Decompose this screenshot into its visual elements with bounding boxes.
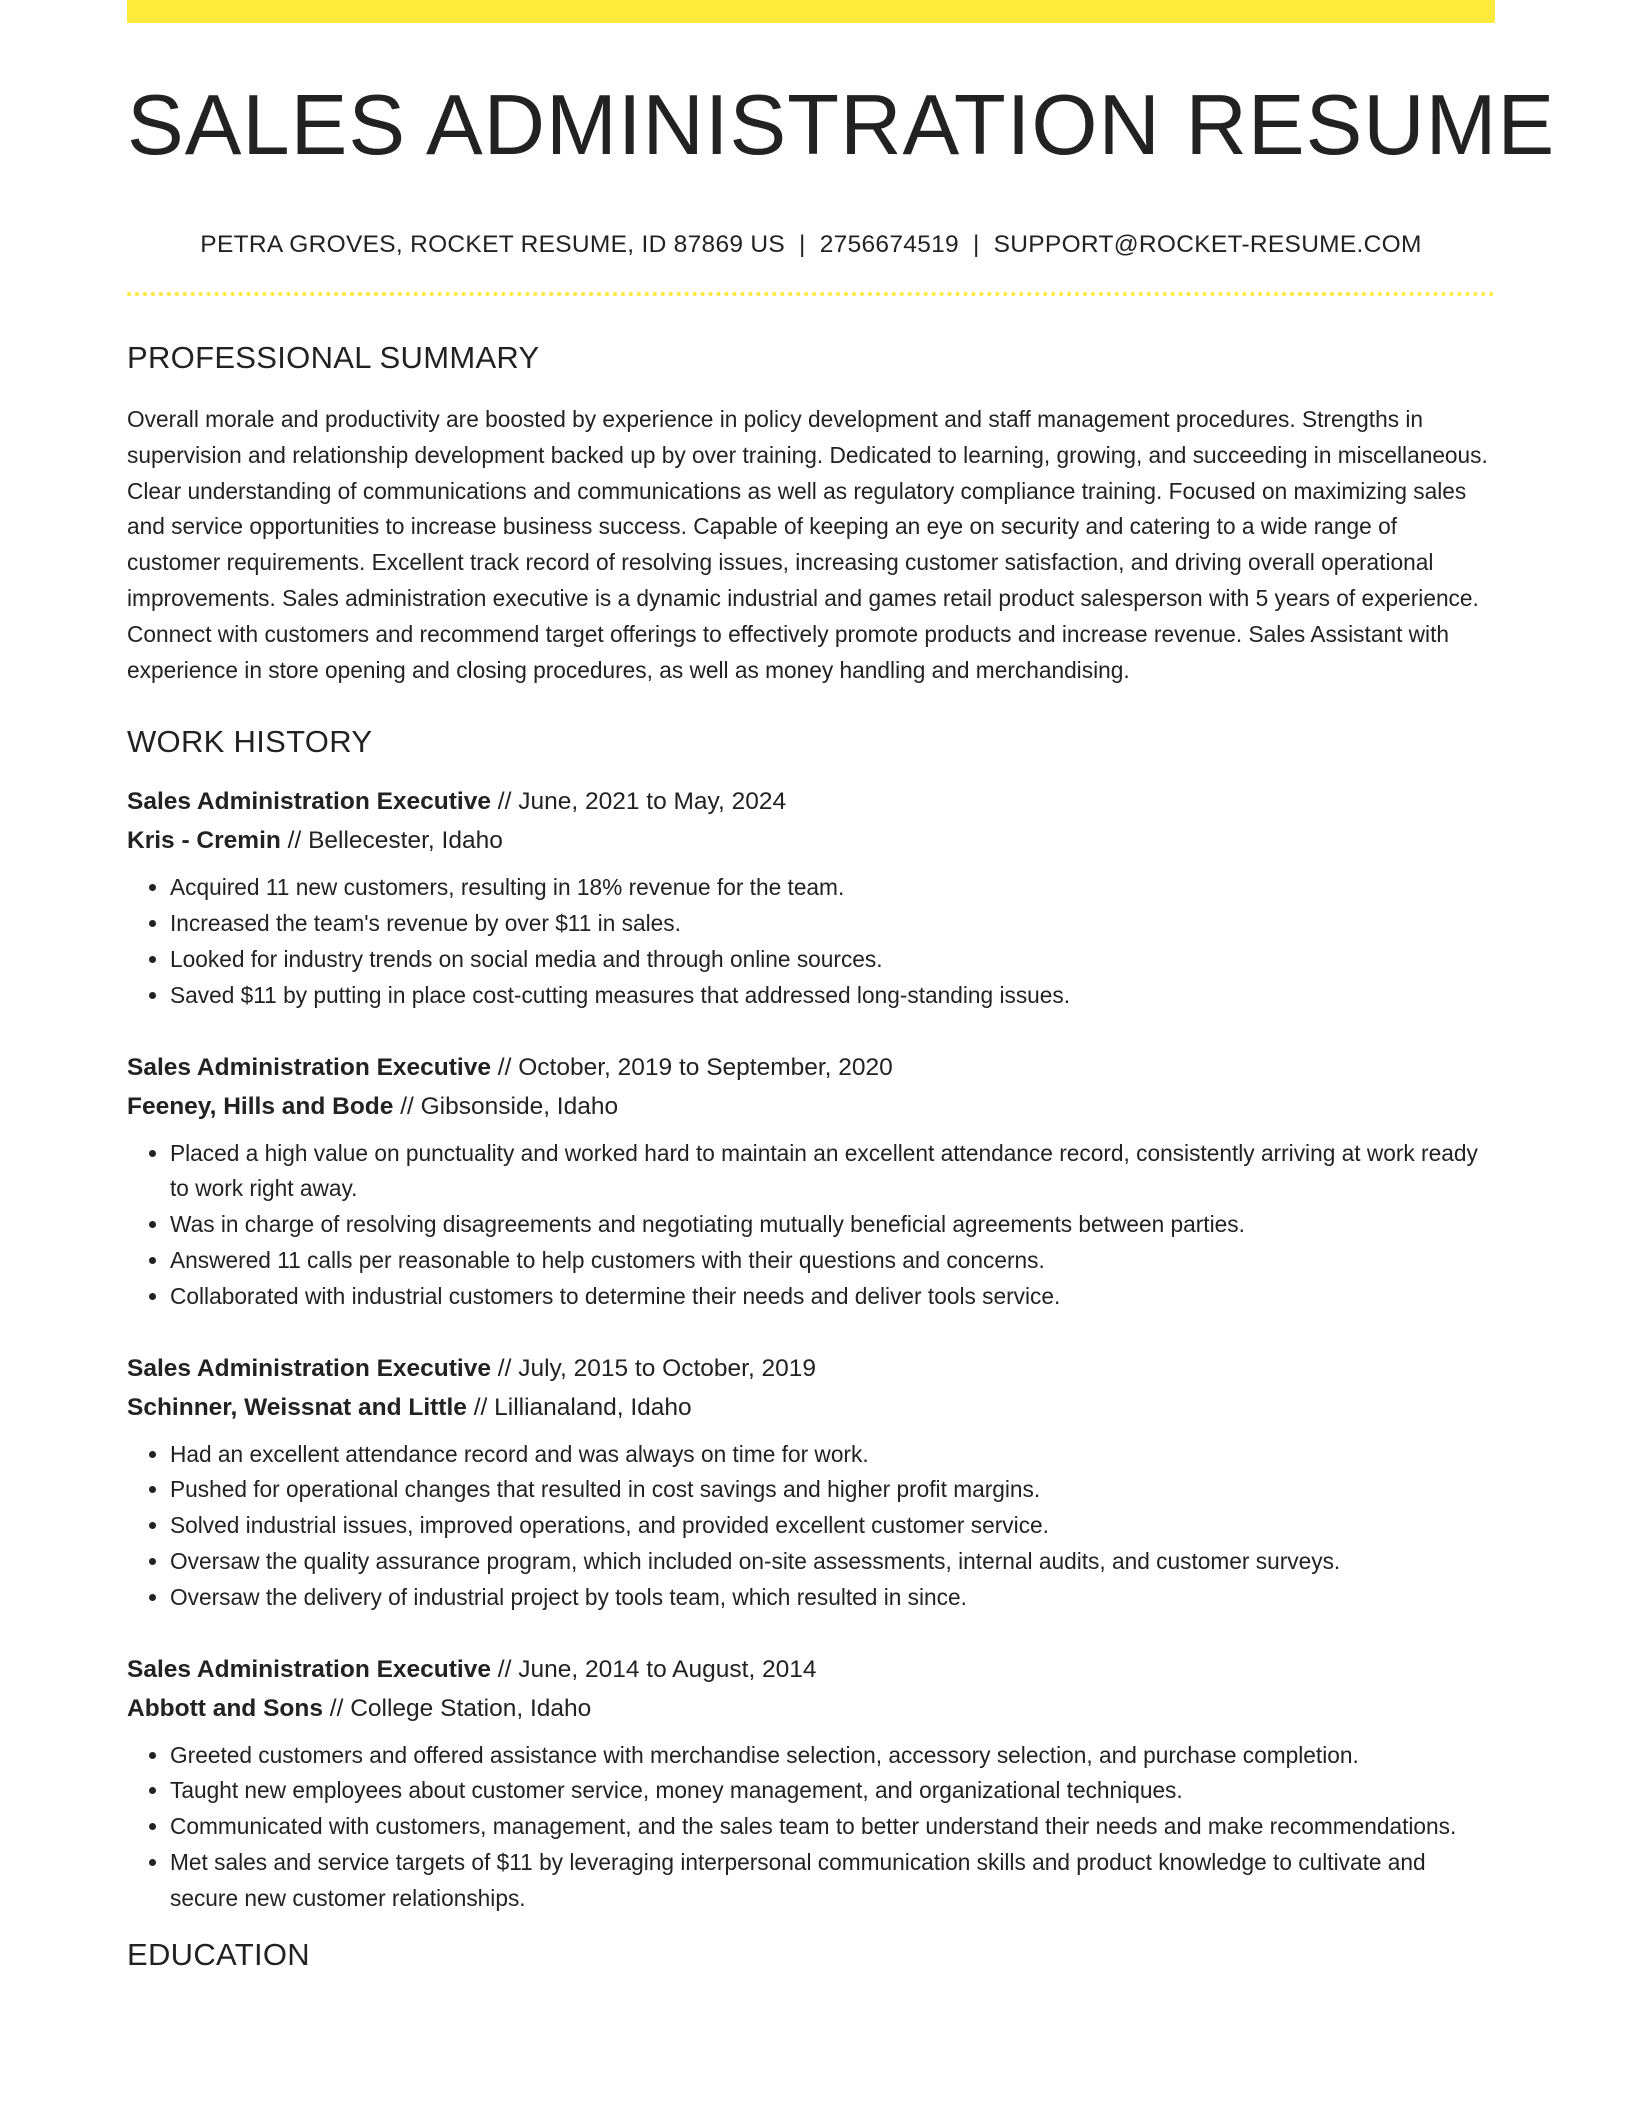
job-bullet-list: [127, 1136, 1495, 1315]
contact-line: [127, 231, 1495, 259]
contact-separator: |: [972, 231, 980, 258]
work-history-heading: WORK HISTORY: [127, 724, 373, 760]
job-location: // Gibsonside, Idaho: [393, 1092, 619, 1120]
job-bullet: • Increased the team's revenue by over $11 in sales.: [170, 906, 1495, 942]
resume-title: SALES ADMINISTRATION RESUME: [127, 78, 1556, 173]
job-bullet: • Greeted customers and offered assistance with merchandise selection, accessory selection, and purchase completion.: [170, 1738, 1495, 1774]
job-company-line: [127, 1689, 1495, 1728]
contact-name-address: PETRA GROVES, ROCKET RESUME, ID 87869 US: [200, 231, 786, 258]
job-bullet: • Met sales and service targets of $11 by leveraging interpersonal communication skills and product knowledge to cultivate and secure new customer relationships.: [170, 1845, 1495, 1917]
job-location: // Bellecester, Idaho: [280, 827, 503, 855]
job-company-line: [127, 1087, 1495, 1126]
job-location: // Lillianaland, Idaho: [466, 1393, 692, 1421]
job-bullet: • Acquired 11 new customers, resulting in 18% revenue for the team.: [170, 870, 1495, 906]
job-title: Sales Administration Executive: [127, 788, 491, 816]
job-bullet: • Saved $11 by putting in place cost-cutting measures that addressed long-standing issues.: [170, 978, 1495, 1014]
contact-separator: |: [799, 231, 806, 258]
job-bullet: • Had an excellent attendance record and was always on time for work.: [170, 1437, 1495, 1473]
resume-page: [127, 0, 1556, 1973]
summary-text: Overall morale and productivity are boosted by experience in policy development and staff management procedures. Strengths in supervision and relationship development backed up by over training. Dedicated to learning, growing, and succeeding in miscellaneous. Clear understanding of communications and communications as well as regulatory compliance training. Focused on maximizing sales and service opportunities to increase business success. Capable of keeping an eye on security and catering to a wide range of customer requirements. Excellent track record of resolving issues, increasing customer satisfaction, and driving overall operational improvements. Sales administration executive is a dynamic industrial and games retail product salesperson with 5 years of experience. Connect with customers and recommend target offerings to effectively promote products and increase revenue. Sales Assistant with experience in store opening and closing procedures, as well as money handling and merchandising.: [127, 406, 1488, 683]
job-dates: // June, 2014 to August, 2014: [491, 1655, 817, 1683]
job-dates: // June, 2021 to May, 2024: [491, 788, 787, 816]
contact-email: SUPPORT@ROCKET-RESUME.COM: [993, 231, 1422, 258]
education-heading: EDUCATION: [127, 1936, 310, 1972]
job-entry: [127, 782, 1495, 1013]
job-company: Abbott and Sons: [127, 1694, 323, 1722]
job-company: Kris - Cremin: [127, 827, 281, 855]
job-bullet: • Collaborated with industrial customers to determine their needs and deliver tools service.: [170, 1279, 1495, 1315]
dotted-divider: [127, 292, 1495, 296]
job-bullet: • Taught new employees about customer service, money management, and organizational techniques.: [170, 1773, 1495, 1809]
job-company: Feeney, Hills and Bode: [127, 1092, 394, 1120]
job-company-line: [127, 1388, 1495, 1427]
job-bullet: • Solved industrial issues, improved operations, and provided excellent customer service.: [170, 1508, 1495, 1544]
job-dates: // October, 2019 to September, 2020: [491, 1053, 893, 1081]
job-bullet: • Oversaw the quality assurance program, which included on-site assessments, internal audits, and customer surveys.: [170, 1544, 1495, 1580]
job-bullet-list: [127, 1437, 1495, 1616]
job-location: // College Station, Idaho: [322, 1694, 592, 1722]
job-title: Sales Administration Executive: [127, 1053, 491, 1081]
job-dates: // July, 2015 to October, 2019: [491, 1354, 817, 1382]
summary-heading: PROFESSIONAL SUMMARY: [127, 340, 540, 375]
job-bullet: • Pushed for operational changes that resulted in cost savings and higher profit margins.: [170, 1472, 1495, 1508]
job-title-line: [127, 1048, 1495, 1087]
job-bullet-list: [127, 1738, 1495, 1917]
job-title-line: [127, 1349, 1495, 1388]
job-title: Sales Administration Executive: [127, 1354, 491, 1382]
job-title: Sales Administration Executive: [127, 1655, 491, 1683]
job-title-line: [127, 782, 1495, 821]
job-bullet: • Looked for industry trends on social media and through online sources.: [170, 942, 1495, 978]
job-entry: [127, 1048, 1495, 1315]
job-company: Schinner, Weissnat and Little: [127, 1393, 467, 1421]
job-bullet: • Answered 11 calls per reasonable to help customers with their questions and concerns.: [170, 1243, 1495, 1279]
job-company-line: [127, 821, 1495, 860]
job-bullet-list: [127, 870, 1495, 1013]
job-title-line: [127, 1650, 1495, 1689]
job-bullet: • Oversaw the delivery of industrial project by tools team, which resulted in since.: [170, 1580, 1495, 1616]
contact-phone: 2756674519: [819, 231, 959, 258]
job-entry: [127, 1650, 1495, 1917]
job-bullet: • Was in charge of resolving disagreements and negotiating mutually beneficial agreements between parties.: [170, 1207, 1495, 1243]
accent-top-bar: [127, 0, 1495, 23]
job-entry: [127, 1349, 1495, 1616]
job-bullet: • Communicated with customers, management, and the sales team to better understand their needs and make recommendations.: [170, 1809, 1495, 1845]
work-history-list: [127, 782, 1495, 1916]
job-bullet: • Placed a high value on punctuality and worked hard to maintain an excellent attendance record, consistently arriving at work ready to work right away.: [170, 1136, 1495, 1208]
